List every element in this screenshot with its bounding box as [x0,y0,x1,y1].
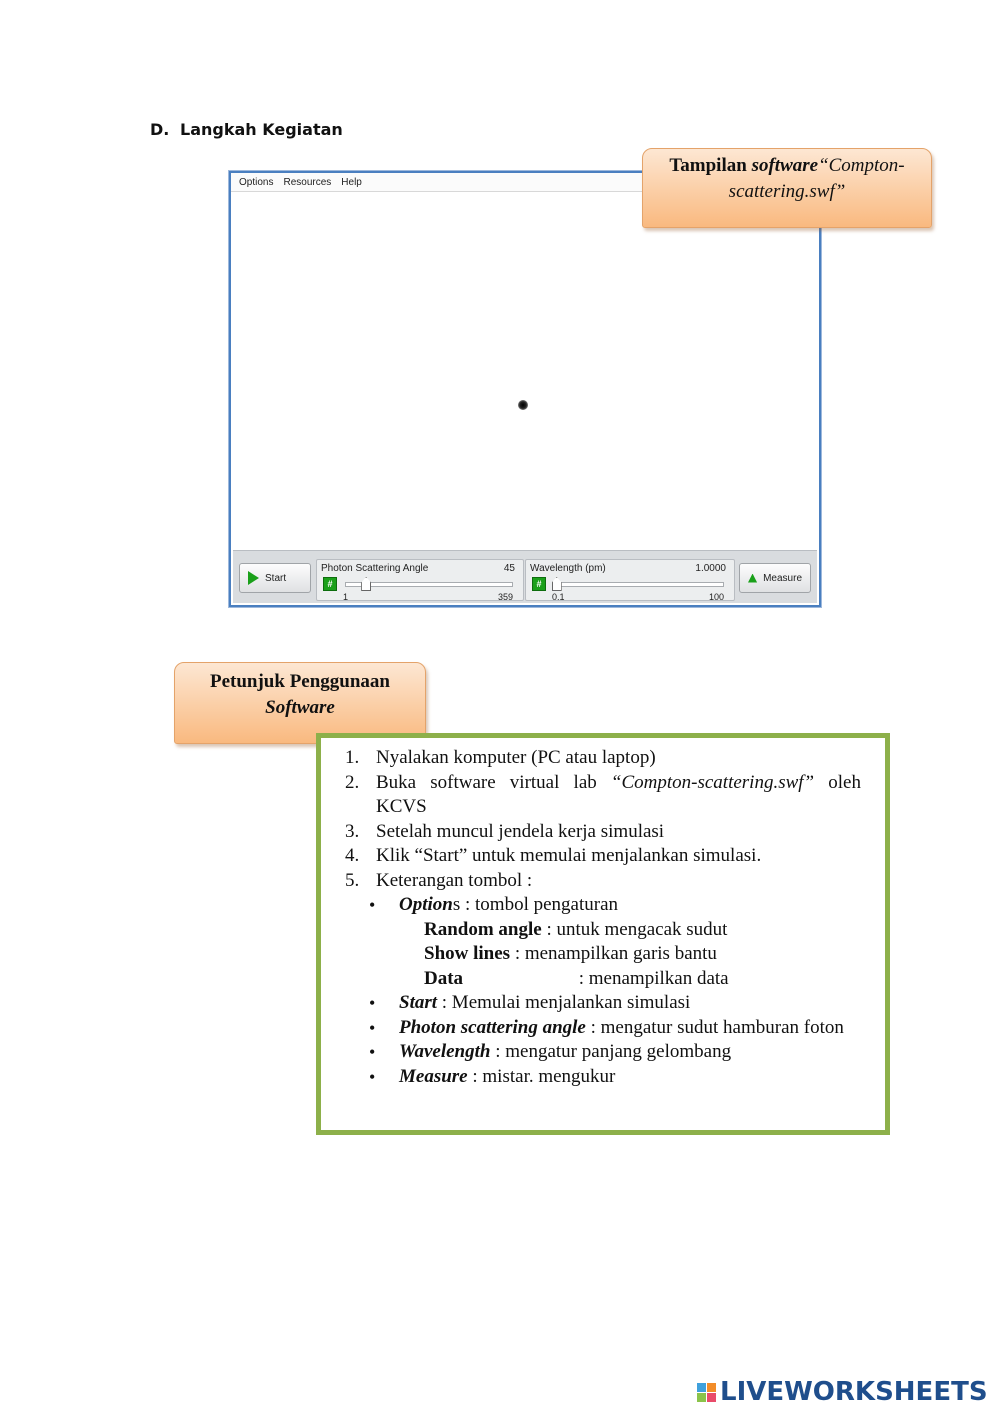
sub-desc: : menampilkan data [574,967,729,989]
list-item [339,869,861,894]
instruction-box [316,733,890,1135]
step-number: 5. [345,869,360,891]
bullet-term: Wavelength [399,1041,491,1062]
list-item [339,771,861,820]
measure-button[interactable] [739,563,811,593]
menu-resources[interactable]: Resources [283,176,332,188]
angle-slider-thumb[interactable] [361,577,371,591]
start-button-label: Start [265,572,287,584]
wavelength-slider-track[interactable] [554,582,724,587]
bullet-item [339,893,861,918]
angle-panel [316,559,524,601]
sub-item [339,967,861,992]
bullet-desc: : mengatur sudut hamburan foton [585,1016,844,1038]
sub-desc: : untuk mengacak sudut [541,918,728,940]
wavelength-slider-thumb[interactable] [552,577,562,591]
bullet-desc: : mistar. mengukur [467,1065,616,1087]
simulator-window [229,171,821,607]
step-number: 1. [345,747,360,768]
callout-italic: “Compton-scattering.swf” [728,155,905,202]
list-item [339,844,861,869]
simulation-canvas [231,192,819,549]
step-number: 3. [345,820,360,842]
wavelength-label: Wavelength (pm) [530,563,606,574]
wavelength-min: 0.1 [552,592,565,602]
control-bar [233,550,817,603]
section-heading [150,120,343,139]
step-text: Buka software virtual lab [376,771,611,793]
hash-icon[interactable]: # [323,577,337,591]
ruler-icon [748,574,757,583]
step-text: Setelah muncul jendela kerja simulasi [376,820,665,842]
sub-term: Show lines [424,943,511,964]
logo-mark-icon [697,1383,716,1402]
play-icon [248,571,259,585]
sub-item [339,918,861,943]
step-text-italic: “Compton-scattering.swf” [610,771,815,793]
menu-help[interactable]: Help [341,176,362,188]
sub-desc: : menampilkan garis bantu [510,943,717,964]
start-button[interactable] [239,563,311,593]
section-letter: D. [150,120,170,139]
bullet-term: Photon scattering angle [399,1016,586,1038]
photon-dot [518,400,528,410]
callout-bold-italic: software [751,155,819,176]
callout-bold: Tampilan [669,155,752,176]
bullet-desc: s : tombol pengaturan [452,894,619,915]
step-text: Klik “Start” untuk memulai menjalankan simulasi. [376,845,762,866]
bullet-item [339,1065,861,1090]
step-text: oleh KCVS [376,771,861,817]
usage-title: Petunjuk Penggunaan [209,671,391,692]
step-text: Nyalakan komputer (PC atau laptop) [376,747,656,768]
angle-value: 45 [503,563,515,574]
sub-term: Data [424,967,464,989]
section-title: Langkah Kegiatan [180,120,343,139]
list-item [339,746,861,771]
wavelength-value: 1.0000 [695,563,726,574]
sub-term: Random angle [424,918,542,940]
measure-button-label: Measure [763,572,802,584]
bullet-term: Measure [399,1065,468,1087]
usage-subtitle: Software [265,697,335,718]
step-text: Keterangan tombol : [376,869,533,891]
angle-min: 1 [343,592,349,602]
bullet-term: Start [399,992,438,1013]
footer-brand: LIVEWORKSHEETS [720,1377,988,1407]
step-number: 4. [345,845,360,866]
bullet-item [339,1016,861,1041]
list-item [339,820,861,845]
hash-icon[interactable]: # [532,577,546,591]
usage-callout [174,662,426,744]
angle-label: Photon Scattering Angle [321,563,429,574]
wavelength-max: 100 [708,592,724,602]
liveworksheets-logo [697,1377,988,1407]
bullet-term: Option [399,894,453,915]
bullet-desc: : Memulai menjalankan simulasi [437,992,691,1013]
wavelength-panel [525,559,735,601]
bullet-item [339,991,861,1016]
menu-options[interactable]: Options [239,176,274,188]
sub-item [339,942,861,967]
software-callout [642,148,932,228]
angle-max: 359 [497,592,513,602]
bullet-item [339,1040,861,1065]
step-number: 2. [345,771,360,793]
instruction-list [339,746,861,1089]
bullet-desc: : mengatur panjang gelombang [490,1041,732,1062]
